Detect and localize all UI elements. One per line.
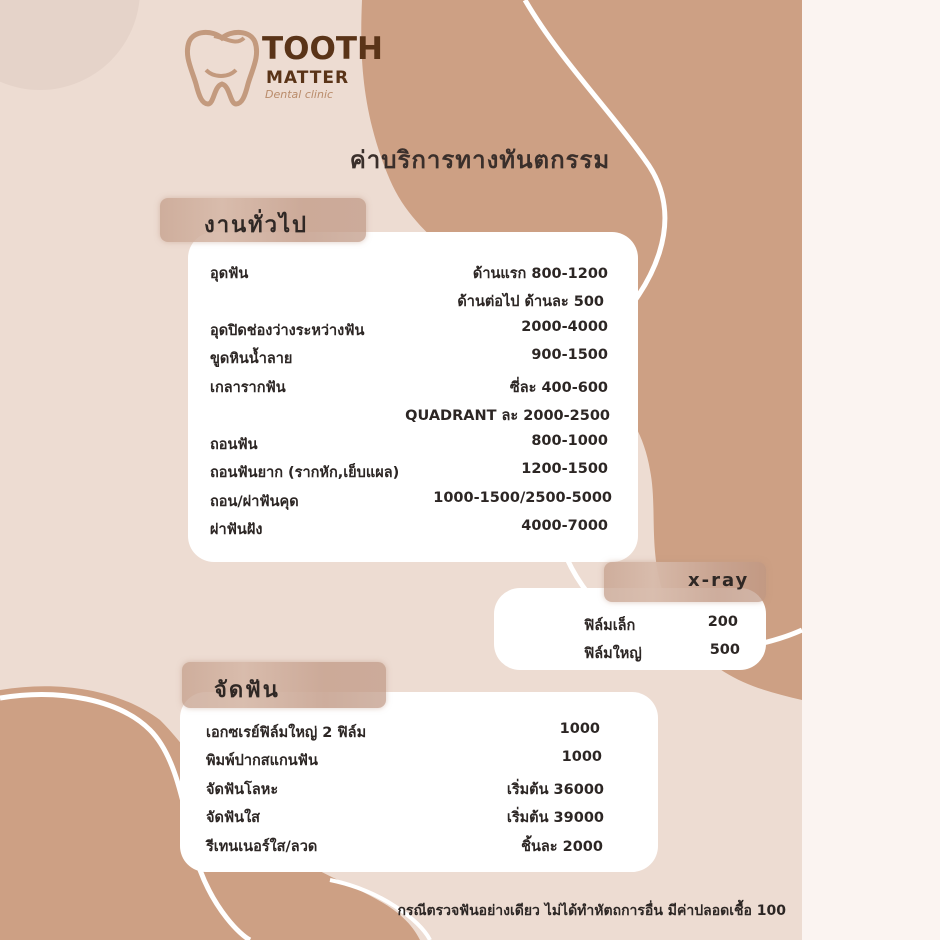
footnote: กรณีตรวจฟันอย่างเดียว ไม่ได้ทำหัตถการอื่น มีค่าปลอดเชื้อ 100 — [397, 903, 786, 919]
service-price: QUADRANT ละ 2000-2500 — [405, 408, 610, 424]
xray-heading: x-ray — [688, 570, 750, 591]
ortho-price: เริ่มต้น 36000 — [506, 782, 604, 798]
service-price: ด้านแรก 800-1200 — [472, 266, 608, 282]
ortho-label: เอกซเรย์ฟิล์มใหญ่ 2 ฟิล์ม — [206, 725, 367, 741]
ortho-card — [180, 692, 658, 872]
general-heading: งานทั่วไป — [204, 213, 309, 238]
service-label: ถอนฟันยาก (รากหัก,เย็บแผล) — [210, 465, 400, 481]
logo-text-matter: MATTER — [266, 68, 350, 88]
service-price: 900-1500 — [531, 347, 608, 363]
ortho-label: รีเทนเนอร์ใส/ลวด — [206, 839, 318, 855]
logo-text-dental-clinic: Dental clinic — [265, 88, 334, 101]
ortho-price: 1000 — [559, 721, 600, 737]
service-price: 4000-7000 — [521, 518, 608, 534]
general-services-card — [188, 232, 638, 562]
service-price: 1200-1500 — [521, 461, 608, 477]
ortho-label: พิมพ์ปากสแกนฟัน — [206, 753, 318, 769]
page-title: ค่าบริการทางทันตกรรม — [349, 146, 611, 174]
xray-price: 200 — [707, 614, 738, 630]
service-price: ซี่ละ 400-600 — [509, 380, 608, 396]
ortho-price: ชิ้นละ 2000 — [521, 839, 603, 855]
xray-price: 500 — [709, 642, 740, 658]
service-label: เกลารากฟัน — [210, 380, 286, 396]
service-price: ด้านต่อไป ด้านละ 500 — [457, 294, 604, 310]
logo-text-tooth: TOOTH — [262, 31, 383, 67]
xray-label: ฟิล์มใหญ่ — [584, 646, 642, 662]
ortho-price: 1000 — [561, 749, 602, 765]
service-price: 800-1000 — [531, 433, 608, 449]
ortho-heading-brush — [182, 662, 386, 708]
service-label: ผ่าฟันฝัง — [210, 522, 263, 538]
service-label: อุดปิดช่องว่างระหว่างฟัน — [210, 323, 365, 339]
xray-label: ฟิล์มเล็ก — [584, 618, 636, 634]
service-price: 2000-4000 — [521, 319, 608, 335]
service-label: ถอนฟัน — [210, 437, 258, 453]
service-label: ถอน/ผ่าฟันคุด — [210, 494, 299, 510]
tooth-logo-icon — [184, 28, 260, 108]
ortho-label: จัดฟันใส — [206, 810, 261, 826]
ortho-label: จัดฟันโลหะ — [206, 782, 279, 798]
ortho-heading: จัดฟัน — [214, 678, 280, 703]
service-label: ขูดหินน้ำลาย — [210, 351, 293, 367]
service-label: อุดฟัน — [210, 266, 249, 282]
service-price: 1000-1500/2500-5000 — [433, 490, 612, 506]
ortho-price: เริ่มต้น 39000 — [506, 810, 604, 826]
